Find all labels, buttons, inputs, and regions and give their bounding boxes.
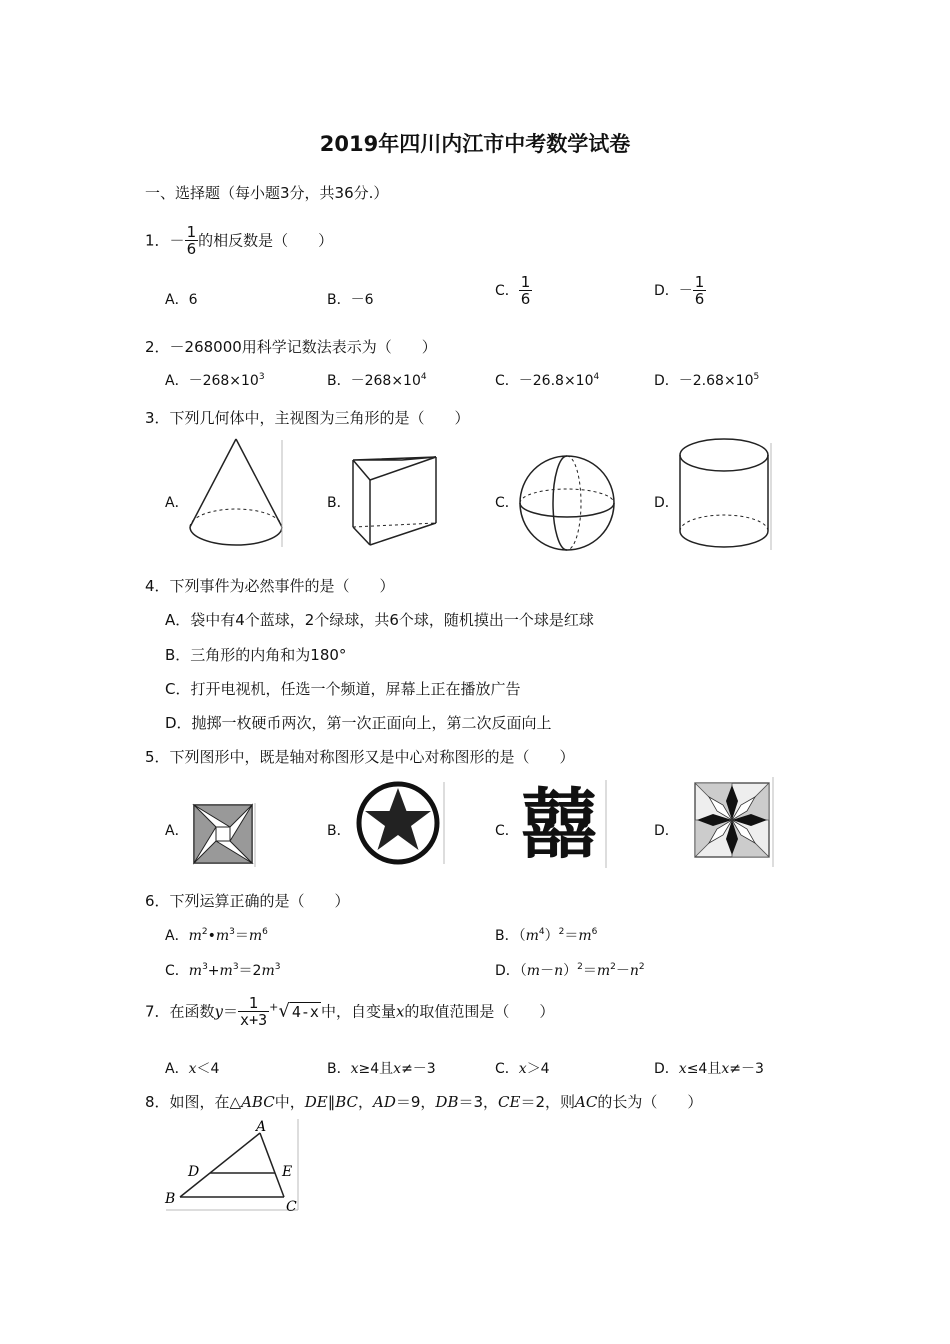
q6-d-exp-2: 2: [610, 962, 616, 972]
q1-text: 的相反数是（ ）: [198, 231, 334, 250]
q6-option-a: [165, 925, 268, 945]
q7-b-label: B．: [327, 1061, 351, 1077]
q6-c-label: C．: [165, 963, 189, 979]
q7-a-var: x: [188, 1061, 197, 1077]
q6-d-var-m: m: [526, 963, 541, 979]
q2-c-base: C．－26.8×10: [495, 373, 594, 389]
q3-option-c: C．: [495, 495, 519, 511]
section-heading: 一、选择题（每小题3分，共36分.）: [145, 184, 389, 202]
q8-seg-ac: AC: [575, 1093, 598, 1111]
q1-c-fraction: [519, 275, 533, 307]
q7-d-rest: ≤4且: [686, 1061, 722, 1077]
q6-b-exp-2: 2: [558, 927, 565, 937]
q7-tail: 的取值范围是（ ）: [404, 1002, 555, 1021]
q7-frac-num: 1: [248, 994, 259, 1012]
question-6: 6．下列运算正确的是（ ）: [145, 892, 350, 910]
cone-figure: [186, 435, 286, 550]
q7-d-rest-2: ≠－3: [729, 1061, 764, 1077]
q7-d-var-2: x: [721, 1061, 730, 1077]
q8-text-7: ＝2，则: [520, 1093, 576, 1111]
q6-a-var-1: m: [188, 928, 202, 944]
label-b: B: [165, 1191, 176, 1207]
q2-option-b: [327, 370, 427, 390]
q6-d-label: D．（: [495, 963, 527, 979]
q1-frac-den: 6: [186, 240, 197, 258]
q1-minus: －: [169, 231, 185, 250]
q2-option-a: [165, 370, 265, 390]
q5-option-b: B．: [327, 823, 351, 839]
q7-d-label: D．: [654, 1061, 679, 1077]
q7-var-x: x: [395, 1002, 405, 1021]
flower-tile-figure: [693, 777, 775, 867]
q6-d-minus: －: [540, 963, 555, 979]
q1-d-fraction: [693, 275, 707, 307]
q4-option-c: C．打开电视机，任选一个频道，屏幕上正在播放广告: [165, 680, 521, 698]
q2-d-exp: 5: [753, 372, 760, 382]
q8-seg-ad: AD: [373, 1093, 396, 1111]
label-a: A: [256, 1119, 267, 1135]
q5-option-d: D．: [654, 823, 679, 839]
question-3: 3．下列几何体中，主视图为三角形的是（ ）: [145, 409, 470, 427]
q2-b-exp: 4: [420, 372, 427, 382]
q7-eq: ＝: [223, 1002, 239, 1021]
q6-d-var-n2: n: [629, 963, 639, 979]
q2-c-exp: 4: [593, 372, 600, 382]
q5-option-c: C．: [495, 823, 519, 839]
label-c: C: [286, 1199, 297, 1215]
q6-c-exp-2: 3: [232, 962, 239, 972]
q7-b-rest: ≥4且: [358, 1061, 394, 1077]
q3-option-b: B．: [327, 495, 351, 511]
q6-a-label: A．: [165, 928, 189, 944]
star-in-circle-figure: [355, 780, 447, 866]
q5-option-a: A．: [165, 823, 189, 839]
q6-d-var-m2: m: [596, 963, 611, 979]
q1-c-num: 1: [520, 273, 531, 291]
q7-option-b: [327, 1058, 436, 1078]
q7-c-rest: ＞4: [526, 1061, 550, 1077]
q3-option-a: A．: [165, 495, 189, 511]
question-2: 2．－268000用科学记数法表示为（ ）: [145, 338, 437, 356]
q8-seg-ce: CE: [498, 1093, 521, 1111]
q6-c-var-1: m: [188, 963, 203, 979]
sphere-figure: [517, 453, 619, 553]
q6-option-b: [495, 925, 597, 945]
q4-option-d: D．抛掷一枚硬币两次，第一次正面向上，第二次反面向上: [165, 714, 552, 732]
q1-d-label: D．－: [654, 283, 693, 299]
q6-option-c: [165, 960, 280, 980]
q1-c-den: 6: [520, 290, 531, 308]
q2-a-base: A．－268×10: [165, 373, 259, 389]
q7-d-var: x: [678, 1061, 687, 1077]
q1-c-label: C．: [495, 283, 519, 299]
q6-b-exp-1: 4: [538, 927, 545, 937]
q8-text-2: 中，: [274, 1093, 305, 1111]
question-8: [145, 1091, 702, 1112]
label-d: D: [188, 1164, 200, 1180]
cylinder-figure: [676, 435, 774, 553]
q7-sqrt-body: 4-x: [291, 1002, 319, 1021]
q2-option-c: [495, 370, 599, 390]
q6-c-exp-1: 3: [202, 962, 208, 972]
q8-text-5: ＝9，: [395, 1093, 436, 1111]
q1-option-c: [495, 275, 532, 307]
q6-d-exp-3: 2: [638, 962, 645, 972]
q6-b-var-1: m: [525, 928, 539, 944]
q6-d-var-n: n: [554, 963, 564, 979]
q6-b-var-2: m: [578, 928, 592, 944]
q1-option-b: B．－6: [327, 292, 374, 308]
q7-option-d: [654, 1058, 764, 1078]
q1-option-d: [654, 275, 706, 307]
q8-seg-bc: BC: [335, 1093, 358, 1111]
q8-parallel: ∥: [327, 1093, 336, 1111]
triangular-prism-figure: [350, 455, 440, 550]
question-7: [145, 996, 554, 1028]
q3-option-d: D．: [654, 495, 679, 511]
q7-frac-den: x+3: [240, 1011, 268, 1029]
q6-c-var-2: m: [219, 963, 233, 979]
q2-option-d: [654, 370, 759, 390]
q6-b-close: ）: [544, 928, 559, 944]
q7-sqrt-sign: √: [278, 1000, 290, 1022]
page-title: 2019年四川内江市中考数学试卷: [319, 132, 631, 156]
q7-option-c: [495, 1058, 550, 1078]
q6-b-eq: ＝: [564, 928, 579, 944]
question-1: [145, 225, 333, 257]
q8-text-1: 8．如图，在△: [145, 1093, 242, 1111]
q8-seg-de: DE: [304, 1093, 328, 1111]
q6-c-eq: ＝2: [238, 963, 262, 979]
q6-b-label: B．（: [495, 928, 526, 944]
q7-b-var-2: x: [393, 1061, 402, 1077]
question-5: 5．下列图形中，既是轴对称图形又是中心对称图形的是（ ）: [145, 748, 575, 766]
q4-option-b: B．三角形的内角和为180°: [165, 646, 347, 664]
q6-a-eq: ＝: [234, 928, 249, 944]
q6-c-var-3: m: [261, 963, 275, 979]
q7-plus: +: [269, 1000, 279, 1014]
q1-option-a: A．6: [165, 292, 198, 308]
q6-a-var-3: m: [248, 928, 263, 944]
pinwheel-square-figure: [192, 803, 258, 867]
q6-b-exp-3: 6: [591, 927, 598, 937]
q1-d-den: 6: [694, 290, 705, 308]
q1-d-num: 1: [694, 273, 705, 291]
q7-prefix: 7．在函数: [145, 1002, 215, 1021]
q7-b-var: x: [350, 1061, 359, 1077]
label-e: E: [282, 1164, 293, 1180]
q7-option-a: [165, 1058, 219, 1078]
q7-c-label: C．: [495, 1061, 519, 1077]
q7-var-y: y: [214, 1002, 224, 1021]
q2-b-base: B．－268×10: [327, 373, 421, 389]
q2-a-exp: 3: [258, 372, 265, 382]
q6-a-dot: •: [207, 928, 216, 944]
q6-c-exp-3: 3: [274, 962, 281, 972]
q7-b-rest-2: ≠－3: [401, 1061, 436, 1077]
c-figure-border: [604, 780, 608, 868]
q6-a-exp-1: 2: [201, 927, 208, 937]
q1-fraction: [185, 225, 199, 257]
q8-triangle-abc: ABC: [241, 1093, 275, 1111]
double-happiness-figure: 囍: [521, 780, 597, 869]
q6-a-var-2: m: [215, 928, 230, 944]
q6-option-d: [495, 960, 645, 980]
q8-text-4: ，: [358, 1093, 374, 1111]
q7-fraction: [238, 996, 269, 1028]
q6-c-plus: +: [207, 963, 220, 979]
q6-a-exp-3: 6: [262, 927, 268, 937]
q6-d-minus-2: －: [615, 963, 630, 979]
q8-text-6: ＝3，: [458, 1093, 499, 1111]
q1-frac-num: 1: [186, 223, 197, 241]
q8-seg-db: DB: [435, 1093, 459, 1111]
question-4: 4．下列事件为必然事件的是（ ）: [145, 577, 395, 595]
q7-a-label: A．: [165, 1061, 189, 1077]
q2-d-base: D．－2.68×10: [654, 373, 754, 389]
q6-d-exp-1: 2: [577, 962, 583, 972]
q1-number: 1．: [145, 231, 170, 250]
q6-d-close: ）: [563, 963, 578, 979]
q6-a-exp-2: 3: [229, 927, 235, 937]
triangle-abc-figure: [160, 1115, 305, 1215]
q8-text-8: 的长为（ ）: [597, 1093, 703, 1111]
q7-a-rest: ＜4: [196, 1061, 220, 1077]
q7-mid: 中，自变量: [320, 1002, 396, 1021]
q6-d-eq: ＝: [582, 963, 597, 979]
q4-option-a: A．袋中有4个蓝球，2个绿球，共6个球，随机摸出一个球是红球: [165, 611, 594, 629]
q7-c-var: x: [518, 1061, 527, 1077]
